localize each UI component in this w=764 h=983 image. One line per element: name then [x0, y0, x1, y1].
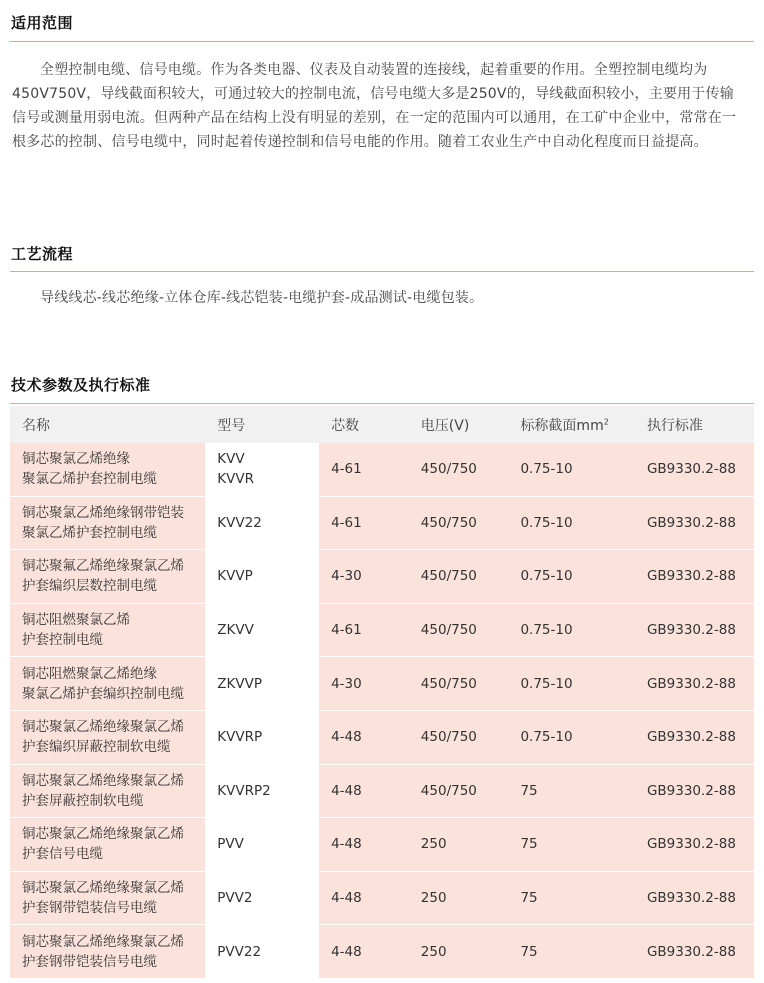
- cell-section: 0.75-10: [508, 550, 635, 604]
- table-row: [10, 443, 754, 496]
- table-row: [10, 550, 754, 604]
- cell-name-line2: 护套屏蔽控制软电缆: [22, 792, 144, 809]
- cell-model: [205, 764, 319, 818]
- cell-model: [205, 710, 319, 764]
- header-cores: 芯数: [319, 406, 409, 443]
- cell-name-line1: 铜芯阻燃聚氯乙烯绝缘: [22, 665, 157, 682]
- section-divider-process: [10, 271, 754, 272]
- cell-cores: 4-61: [319, 496, 409, 550]
- cell-name: [10, 496, 205, 550]
- cell-name-line1: 铜芯聚氯乙烯绝缘聚氯乙烯: [22, 826, 184, 843]
- cell-name-line2: 护套编织层数控制电缆: [22, 578, 157, 595]
- cell-cores: 4-48: [319, 710, 409, 764]
- cell-standard: GB9330.2-88: [635, 443, 754, 496]
- cell-voltage: 450/750: [409, 550, 509, 604]
- cell-name-line1: 铜芯聚氯乙烯绝缘钢带铠装: [22, 504, 184, 521]
- cell-section: 75: [508, 764, 635, 818]
- cell-model-line1: KVV: [217, 451, 245, 468]
- cell-voltage: 450/750: [409, 443, 509, 496]
- cell-name: [10, 710, 205, 764]
- cell-name-line2: 护套信号电缆: [22, 846, 103, 863]
- table-header-row: [10, 406, 754, 443]
- cell-name: [10, 871, 205, 925]
- cell-name-line1: 铜芯聚氯乙烯绝缘聚氯乙烯: [22, 719, 184, 736]
- header-section-sup: 2: [603, 416, 609, 426]
- cell-standard: GB9330.2-88: [635, 818, 754, 872]
- table-row: [10, 603, 754, 657]
- cell-model: [205, 443, 319, 496]
- cell-name-line2: 聚氯乙烯护套编织控制电缆: [22, 685, 184, 702]
- header-name: 名称: [10, 406, 205, 443]
- cell-model: [205, 550, 319, 604]
- cell-cores: 4-48: [319, 764, 409, 818]
- cell-name-line2: 护套控制电缆: [22, 632, 103, 649]
- cell-model-line1: PVV: [217, 836, 244, 853]
- cell-cores: 4-30: [319, 657, 409, 711]
- cell-name: [10, 550, 205, 604]
- cell-model-line1: PVV22: [217, 943, 262, 960]
- cell-name-line2: 护套钢带铠装信号电缆: [22, 900, 157, 917]
- cell-voltage: 450/750: [409, 496, 509, 550]
- cell-voltage: 250: [409, 925, 509, 979]
- cell-standard: GB9330.2-88: [635, 603, 754, 657]
- cell-model-line1: KVVRP: [217, 729, 263, 746]
- table-row: [10, 710, 754, 764]
- cell-model-line1: KVVP: [217, 568, 253, 585]
- scope-paragraph: 全塑控制电缆、信号电缆。作为各类电器、仪表及自动装置的连接线，起着重要的作用。全塑控制电缆均为450V750V，导线截面积较大，可通过较大的控制电流，信号电缆大多是250V的，导线截面积较小，主要用于传输信号或测量用弱电流。但两种产品在结构上没有明显的差别，在一定的范围内可以通用，在工矿中企业中，常常在一根多芯的控制、信号电缆中，同时起着传递控制和信号电能的作用。随着工农业生产中自动化程度而日益提高。: [12, 62, 737, 150]
- cell-standard: GB9330.2-88: [635, 496, 754, 550]
- table-row: [10, 496, 754, 550]
- cell-name-line1: 铜芯聚氯乙烯绝缘: [22, 451, 130, 468]
- cell-standard: GB9330.2-88: [635, 764, 754, 818]
- cell-name: [10, 764, 205, 818]
- cell-name: [10, 657, 205, 711]
- spec-table: [10, 406, 754, 979]
- cell-model: [205, 496, 319, 550]
- cell-section: 0.75-10: [508, 443, 635, 496]
- section-title-scope: 适用范围: [11, 14, 74, 32]
- table-row: [10, 925, 754, 979]
- cell-model-line1: KVV22: [217, 514, 262, 531]
- cell-name-line1: 铜芯聚氯乙烯绝缘聚氯乙烯: [22, 772, 184, 789]
- header-section-label: 标称截面mm: [520, 417, 604, 434]
- header-voltage: 电压(V): [409, 406, 509, 443]
- cell-model: [205, 818, 319, 872]
- header-model: 型号: [205, 406, 319, 443]
- section-title-specs: 技术参数及执行标准: [11, 376, 151, 394]
- cell-cores: 4-61: [319, 603, 409, 657]
- header-section: [508, 406, 635, 443]
- cell-section: 75: [508, 925, 635, 979]
- cell-standard: GB9330.2-88: [635, 871, 754, 925]
- cell-voltage: 450/750: [409, 657, 509, 711]
- cell-voltage: 450/750: [409, 764, 509, 818]
- cell-cores: 4-30: [319, 550, 409, 604]
- cell-cores: 4-61: [319, 443, 409, 496]
- cell-model: [205, 603, 319, 657]
- cell-model-line1: ZKVVP: [217, 675, 262, 692]
- cell-name-line1: 铜芯聚氯乙烯绝缘聚氯乙烯: [22, 933, 184, 950]
- cell-model: [205, 657, 319, 711]
- cell-name-line1: 铜芯聚氟乙烯绝缘聚氯乙烯: [22, 558, 184, 575]
- cell-name-line2: 聚氯乙烯护套控制电缆: [22, 524, 157, 541]
- cell-name-line1: 铜芯聚氯乙烯绝缘聚氯乙烯: [22, 880, 184, 897]
- cell-section: 75: [508, 818, 635, 872]
- cell-name-line2: 护套钢带铠装信号电缆: [22, 953, 157, 970]
- cell-model: [205, 925, 319, 979]
- table-row: [10, 871, 754, 925]
- cell-section: 75: [508, 871, 635, 925]
- cell-name: [10, 818, 205, 872]
- cell-section: 0.75-10: [508, 657, 635, 711]
- cell-section: 0.75-10: [508, 603, 635, 657]
- cell-standard: GB9330.2-88: [635, 710, 754, 764]
- cell-model-line1: KVVRP2: [217, 782, 271, 799]
- cell-section: 0.75-10: [508, 710, 635, 764]
- table-row: [10, 764, 754, 818]
- cell-cores: 4-48: [319, 818, 409, 872]
- cell-standard: GB9330.2-88: [635, 925, 754, 979]
- table-row: [10, 818, 754, 872]
- section-divider-specs: [10, 403, 754, 404]
- cell-name: [10, 443, 205, 496]
- header-standard: 执行标准: [635, 406, 754, 443]
- cell-name: [10, 925, 205, 979]
- section-title-process: 工艺流程: [11, 245, 74, 263]
- cell-name: [10, 603, 205, 657]
- cell-standard: GB9330.2-88: [635, 550, 754, 604]
- cell-name-line1: 铜芯阻燃聚氯乙烯: [22, 612, 130, 629]
- cell-cores: 4-48: [319, 925, 409, 979]
- cell-voltage: 450/750: [409, 710, 509, 764]
- cell-model-line1: ZKVV: [217, 622, 254, 639]
- cell-voltage: 250: [409, 818, 509, 872]
- cell-name-line2: 聚氯乙烯护套控制电缆: [22, 471, 157, 488]
- cell-standard: GB9330.2-88: [635, 657, 754, 711]
- cell-voltage: 250: [409, 871, 509, 925]
- cell-section: 0.75-10: [508, 496, 635, 550]
- cell-cores: 4-48: [319, 871, 409, 925]
- cell-name-line2: 护套编织屏蔽控制软电缆: [22, 739, 171, 756]
- section-divider-scope: [10, 41, 754, 42]
- cell-model: [205, 871, 319, 925]
- process-flow-text: 导线线芯-线芯绝缘-立体仓库-线芯铠装-电缆护套-成品测试-电缆包装。: [40, 290, 484, 306]
- cell-model-line1: PVV2: [217, 890, 253, 907]
- cell-voltage: 450/750: [409, 603, 509, 657]
- table-row: [10, 657, 754, 711]
- cell-model-line2: KVVR: [217, 471, 254, 488]
